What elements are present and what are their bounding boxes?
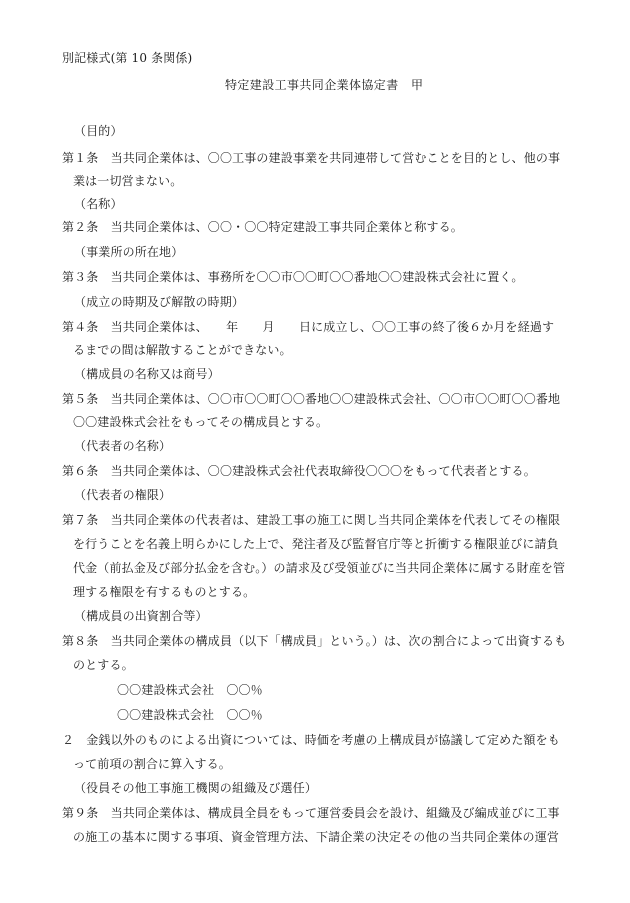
heading-name: （名称） — [74, 197, 123, 211]
heading-establishment-dissolution: （成立の時期及び解散の時期） — [74, 295, 245, 309]
article-7-line-2: を行うことを名義上明らかにした上で、発注者及び監督官庁等と折衝する権限並びに請負 — [73, 537, 559, 551]
article-4-line-2: るまでの間は解散することができない。 — [73, 343, 292, 357]
article-8-line-1: 第８条 当共同企業体の構成員（以下「構成員」という。）は、次の割合によって出資するも — [62, 634, 567, 648]
article-7-line-1: 第７条 当共同企業体の代表者は、建設工事の施工に関し当共同企業体を代表してその権限 — [62, 513, 561, 527]
article-8-paragraph-2-line-2: って前項の割合に算入する。 — [73, 757, 231, 771]
article-9-line-2: の施工の基本に関する事項、資金管理方法、下請企業の決定その他の当共同企業体の運営 — [73, 830, 560, 844]
article-8-line-2: のとする。 — [73, 658, 134, 672]
article-1-line-2: 業は一切営まない。 — [73, 174, 183, 188]
article-7-line-3: 代金（前払金及び部分払金を含む。）の請求及び受領並びに当共同企業体に属する財産を管 — [73, 561, 566, 575]
member-ratio-1: 〇〇建設株式会社 〇〇％ — [117, 683, 263, 697]
article-5-line-1: 第５条 当共同企業体は、〇〇市〇〇町〇〇番地〇〇建設株式会社、〇〇市〇〇町〇〇番地 — [62, 392, 561, 406]
article-3-line-1: 第３条 当共同企業体は、事務所を〇〇市〇〇町〇〇番地〇〇建設株式会社に置く。 — [62, 270, 524, 284]
article-5-line-2: 〇〇建設株式会社をもってその構成員とする。 — [73, 415, 329, 429]
member-ratio-2: 〇〇建設株式会社 〇〇％ — [117, 708, 263, 722]
heading-representative-authority: （代表者の権限） — [74, 488, 172, 502]
heading-officers-organization: （役員その他工事施工機関の組織及び選任） — [74, 781, 318, 795]
article-6-line-1: 第６条 当共同企業体は、〇〇建設株式会社代表取締役〇〇〇をもって代表者とする。 — [62, 464, 536, 478]
heading-representative-name: （代表者の名称） — [74, 439, 172, 453]
document-title: 特定建設工事共同企業体協定書 甲 — [225, 78, 424, 92]
form-label: 別記様式(第 10 条関係) — [62, 51, 193, 65]
article-7-line-4: 理する権限を有するものとする。 — [73, 585, 256, 599]
heading-purpose: （目的） — [74, 124, 123, 138]
heading-capital-ratio: （構成員の出資割合等） — [74, 609, 208, 623]
article-4-line-1: 第４条 当共同企業体は、 年 月 日に成立し、〇〇工事の終了後６か月を経過す — [62, 320, 555, 334]
heading-member-names: （構成員の名称又は商号） — [74, 367, 220, 381]
article-8-paragraph-2-line-1: ２ 金銭以外のものによる出資については、時価を考慮の上構成員が協議して定めた額をも — [62, 733, 560, 747]
article-2-line-1: 第２条 当共同企業体は、〇〇・〇〇特定建設工事共同企業体と称する。 — [62, 220, 463, 234]
heading-office-location: （事業所の所在地） — [74, 245, 184, 259]
article-1-line-1: 第１条 当共同企業体は、〇〇工事の建設事業を共同連帯して営むことを目的とし、他の事 — [62, 151, 561, 165]
article-9-line-1: 第９条 当共同企業体は、構成員全員をもって運営委員会を設け、組織及び編成並びに工事 — [62, 806, 560, 820]
